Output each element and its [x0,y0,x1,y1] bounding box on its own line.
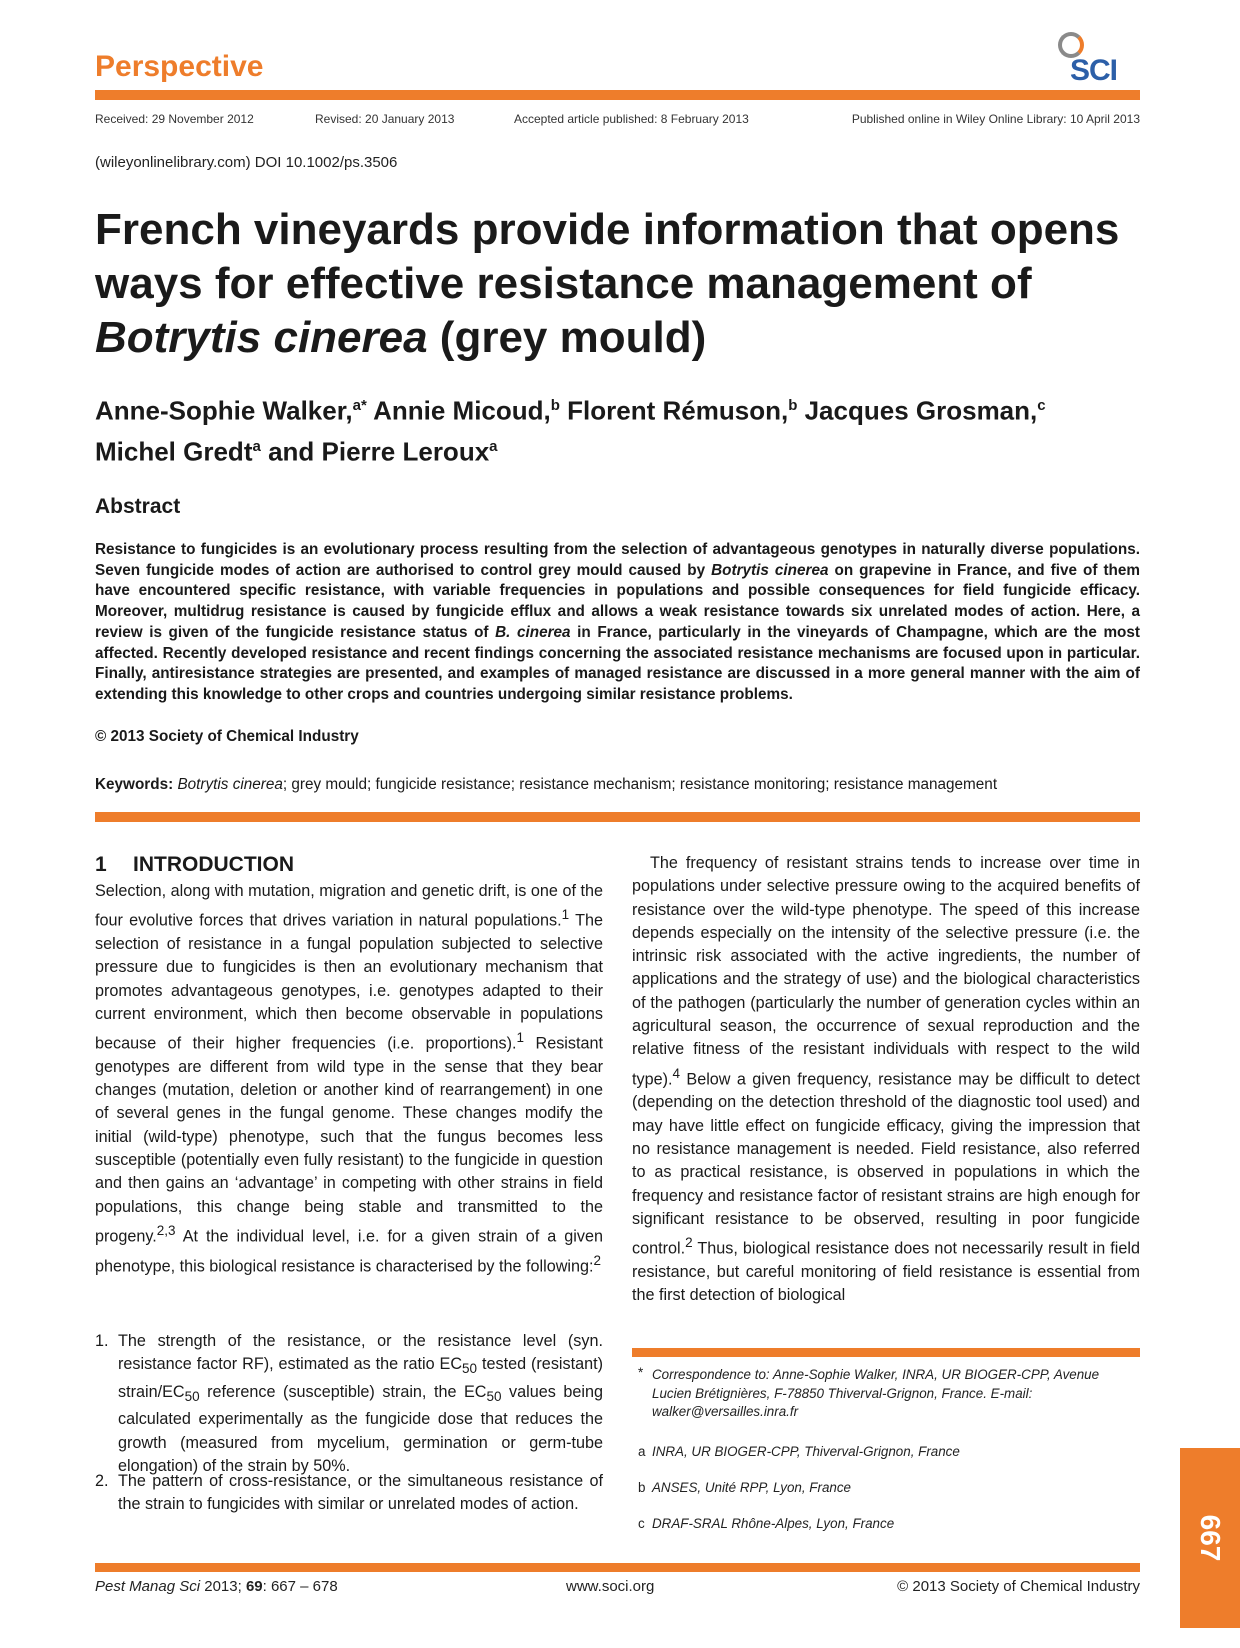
affiliation-b: b ANSES, Unité RPP, Lyon, France [638,1480,851,1495]
received-date: Received: 29 November 2012 [95,112,254,126]
section-label: Perspective [95,50,264,83]
journal-citation: Pest Manag Sci 2013; 69: 667 – 678 [95,1578,338,1595]
author-list: Anne-Sophie Walker,$^{a*}$ Annie Micoud,$^b$ Florent Rémuson,$^b$ Jacques Grosman,$^c$ Michel Gredt$^a$ and Pierre Leroux$^a$ [95,395,1046,467]
author: Anne-Sophie Walker, [95,395,353,426]
journal-website[interactable]: www.soci.org [566,1578,655,1595]
section-heading-introduction: 1 INTRODUCTION [95,853,294,876]
keywords: Keywords: Botrytis cinerea; grey mould; fungicide resistance; resistance mechanism; resistance monitoring; resistance management [95,776,998,793]
author: Florent Rémuson, [567,395,789,426]
abstract-text: Resistance to fungicides is an evolutionary process resulting from the selection of advantageous genotypes in naturally diverse populations. Seven fungicide modes of action are authorised to control grey mould caused by Botrytis cinerea on grapevine in France, and five of them have encountered specific resistance, with variable frequencies in populations and possible consequences for field fungicide efficacy. Moreover, multidrug resistance is caused by fungicide efflux and allows a weak resistance towards six unrelated modes of action. Here, a review is given of the fungicide resistance status of B. cinerea in France, particularly in the vineyards of Champagne, which are the most affected. Recently developed resistance and recent findings concerning the associated resistance mechanisms are focused upon in particular. Finally, antiresistance strategies are presented, and examples of managed resistance are discussed in a more general manner with the aim of extending this knowledge to other crops and countries undergoing similar resistance problems. [95,541,1141,703]
header-rule [95,90,1140,100]
article-dates [95,112,1140,128]
article-title: French vineyards provide information that opens ways for effective resistance management of Botrytis cinerea (grey mould) [95,205,1120,362]
list-item: 1. The strength of the resistance, or the resistance level (syn. resistance factor RF), estimated as the ratio $EC_{50}$ tested (resistant) strain/$EC_{50}$ reference (susceptible) strain, the $EC_{50}$ values being calculated experimentally as the fungicide dose that reduces the growth (measured from mycelium, germination or germ-tube elongation) of the strain by 50%. [95,1332,603,1475]
accepted-date: Accepted article published: 8 February 2013 [514,112,749,126]
footer-copyright: © 2013 Society of Chemical Industry [897,1578,1140,1595]
author: Pierre Leroux [321,436,490,467]
intro-paragraph-right: The frequency of resistant strains tends to increase over time in populations under selective pressure owing to the acquired benefits of resistance over the wild-type phenotype. The speed of this increase depends especially on the intensity of the selective pressure (i.e. the intrinsic risk associated with the active ingredients, the number of applications and the strategy of use) and the biological characteristics of the pathogen (particularly the number of generation cycles within an agricultural season, the occurrence of sexual reproduction and the relative fitness of the resistant individuals with respect to the wild type).$^4$ Below a given frequency, resistance may be difficult to detect (depending on the detection threshold of the diagnostic tool used) and may have little effect on fungicide efficacy, giving the impression that no resistance management is needed. Field resistance, also referred to as practical resistance, is observed in populations in which the frequency and resistance factor of resistant strains are high enough for significant resistance to be observed, resulting in poor fungicide control.$^2$ Thus, biological resistance does not necessarily result in field resistance, but careful monitoring of field resistance is essential from the first detection of biological [632,854,1140,1305]
doi: (wileyonlinelibrary.com) DOI 10.1002/ps.3506 [95,154,398,171]
list-item: 2. The pattern of cross-resistance, or the simultaneous resistance of the strain to fungicides with similar or unrelated modes of action. [95,1472,603,1514]
author: Michel Gredt [95,436,253,467]
page-number: 667 [1195,1514,1226,1562]
revised-date: Revised: 20 January 2013 [315,112,455,126]
logo-text: SCI [1070,54,1118,87]
author: Jacques Grosman, [804,395,1038,426]
affiliation-a: a INRA, UR BIOGER-CPP, Thiverval-Grignon, France [638,1444,960,1459]
abstract-rule [95,812,1140,822]
footnote-rule [632,1348,1140,1357]
page-number-tab [1180,1448,1240,1628]
abstract-heading: Abstract [95,495,181,518]
intro-paragraph-left: Selection, along with mutation, migration and genetic drift, is one of the four evolutive forces that drives variation in natural populations.$^1$ The selection of resistance in a fungal population subjected to selective pressure due to fungicides is then an evolutionary mechanism that promotes advantageous genotypes, i.e. genotypes adapted to their current environment, which then become observable in populations because of their higher frequencies (i.e. proportions).$^1$ Resistant genotypes are different from wild type in the sense that they bear changes (mutation, deletion or another kind of rearrangement) in one of several genes in the fungal genome. These changes modify the initial (wild-type) phenotype, such that the fungus becomes less susceptible (potentially even fully resistant) to the fungicide in question and then gains an ‘advantage’ in competing with other strains in field populations, this change being stable and transmitted to the progeny.$^{2,3}$ At the individual level, i.e. for a given strain of a given phenotype, this biological resistance is characterised by the following:$^2$ [95,882,603,1276]
author: Annie Micoud, [373,395,551,426]
affiliation-c: c DRAF-SRAL Rhône-Alpes, Lyon, France [638,1516,895,1531]
abstract-copyright: © 2013 Society of Chemical Industry [95,728,359,745]
published-date: Published online in Wiley Online Library: 10 April 2013 [851,112,1140,126]
sci-logo [1058,26,1138,86]
correspondence-note: * Correspondence to: Anne-Sophie Walker, INRA, UR BIOGER-CPP, Avenue Lucien Brétignières, F-78850 Thiverval-Grignon, France. E-mail: walker@versailles.inra.fr [638,1365,1100,1419]
footer-rule [95,1563,1140,1572]
